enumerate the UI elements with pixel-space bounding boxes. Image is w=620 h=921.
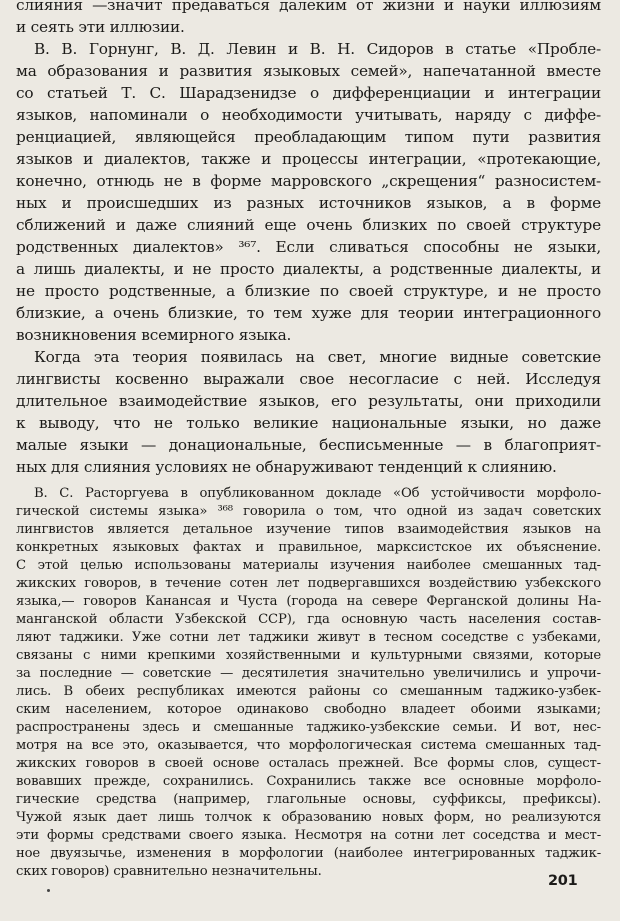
footnote-line: ским населением, которое одинаково свободно владеет обоими языками; bbox=[16, 702, 601, 717]
body-text-line: ных и происшедших из разных источников языков, а в форме bbox=[16, 194, 601, 212]
body-text-line: не просто родственные, а близкие по своей структуре, и не просто bbox=[16, 282, 601, 300]
body-text-line: длительное взаимодействие языков, его результаты, они приходили bbox=[16, 392, 601, 410]
footnote-line: связаны с ними крепкими хозяйственными и культурными связями, которые bbox=[16, 648, 601, 663]
footnote-line: гические средства (например, глагольные основы, суффиксы, префиксы). bbox=[16, 792, 601, 807]
footnote-line: вовавших прежде, сохранились. Сохранились также все основные морфоло- bbox=[16, 774, 601, 789]
footnote-line: конкретных языковых фактах и правильное, марксистское их объяснение. bbox=[16, 540, 601, 555]
footnote-line: ное двуязычье, изменения в морфологии (наиболее интегрированных таджик- bbox=[16, 846, 601, 861]
footnote-line: лись. В обеих республиках имеются районы со смешанным таджико-узбек- bbox=[16, 684, 601, 699]
footnote-line: С этой целью использованы материалы изучения наиболее смешанных тад- bbox=[16, 558, 601, 573]
body-text-line: языков и диалектов, также и процессы интеграции, «протекающие, bbox=[16, 150, 601, 168]
footnote-line: распространены здесь и смешанные таджико-узбекские семьи. И вот, нес- bbox=[16, 720, 601, 735]
body-text-line: Когда эта теория появилась на свет, многие видные советские bbox=[34, 348, 601, 366]
body-text-line: к выводу, что не только великие национальные языки, но даже bbox=[16, 414, 601, 432]
footnote-line: лингвистов является детальное изучение типов взаимодействия языков на bbox=[16, 522, 601, 537]
footnote-line: мотря на все это, оказывается, что морфологическая система смешанных тад- bbox=[16, 738, 601, 753]
footnote-line: языка,— говоров Канансая и Чуста (города на севере Ферганской долины На- bbox=[16, 594, 601, 609]
body-text-line: языков, напоминали о необходимости учитывать, наряду с диффе- bbox=[16, 106, 601, 124]
body-text-line: ных для слияния условиях не обнаруживают тенденций к слиянию. bbox=[16, 458, 557, 476]
footnote-line: манганской области Узбекской ССР), гда основную часть населения состав- bbox=[16, 612, 601, 627]
body-text-line: возникновения всемирного языка. bbox=[16, 326, 292, 344]
footnote-line: ских говоров) сравнительно незначительны. bbox=[16, 864, 322, 879]
body-text-line: ма образования и развития языковых семей», напечатанной вместе bbox=[16, 62, 601, 80]
footnote-line: за последние — советские — десятилетия значительно увеличились и упрочи- bbox=[16, 666, 601, 681]
body-text-line: со статьей Т. С. Шарадзенидзе о дифференциации и интеграции bbox=[16, 84, 601, 102]
print-speck bbox=[47, 889, 50, 892]
footnote-line: жикских говоров, в течение сотен лет подвергавшихся воздействию узбекского bbox=[16, 576, 601, 591]
body-text-line: близкие, а очень близкие, то тем хуже для теории интеграционного bbox=[16, 304, 601, 322]
footnote-line: Чужой язык дает лишь толчок к образованию новых форм, но реализуются bbox=[16, 810, 601, 825]
body-text-line: слияния —значит предаваться далеким от жизни и науки иллюзиям bbox=[16, 0, 601, 14]
body-text-line: лингвисты косвенно выражали свое несогласие с ней. Исследуя bbox=[16, 370, 601, 388]
body-text-line: малые языки — донациональные, бесписьменные — в благоприят- bbox=[16, 436, 601, 454]
body-text-line: В. В. Горнунг, В. Д. Левин и В. Н. Сидоров в статье «Пробле- bbox=[34, 40, 601, 58]
footnote-line: ляют таджики. Уже сотни лет таджики живут в тесном соседстве с узбеками, bbox=[16, 630, 601, 645]
page-number: 201 bbox=[548, 873, 578, 889]
body-text-line: и сеять эти иллюзии. bbox=[16, 18, 185, 36]
footnote-line: жикских говоров в своей основе осталась прежней. Все формы слов, сущест- bbox=[16, 756, 601, 771]
footnote-line: эти формы средствами своего языка. Несмотря на сотни лет соседства и мест- bbox=[16, 828, 601, 843]
body-text-line: родственных диалектов» ³⁶⁷. Если сливаться способны не языки, bbox=[16, 238, 601, 256]
body-text-line: ренциацией, являющейся преобладающим типом пути развития bbox=[16, 128, 601, 146]
body-text-line: а лишь диалекты, и не просто диалекты, а родственные диалекты, и bbox=[16, 260, 601, 278]
body-text-line: сближений и даже слияний еще очень близких по своей структуре bbox=[16, 216, 601, 234]
body-text-line: конечно, отнюдь не в форме марровского „скрещения“ разносистем- bbox=[16, 172, 601, 190]
footnote-line: гической системы языка» ³⁶⁸ говорила о том, что одной из задач советских bbox=[16, 504, 601, 519]
footnote-line: В. С. Расторгуева в опубликованном докладе «Об устойчивости морфоло- bbox=[34, 486, 601, 501]
